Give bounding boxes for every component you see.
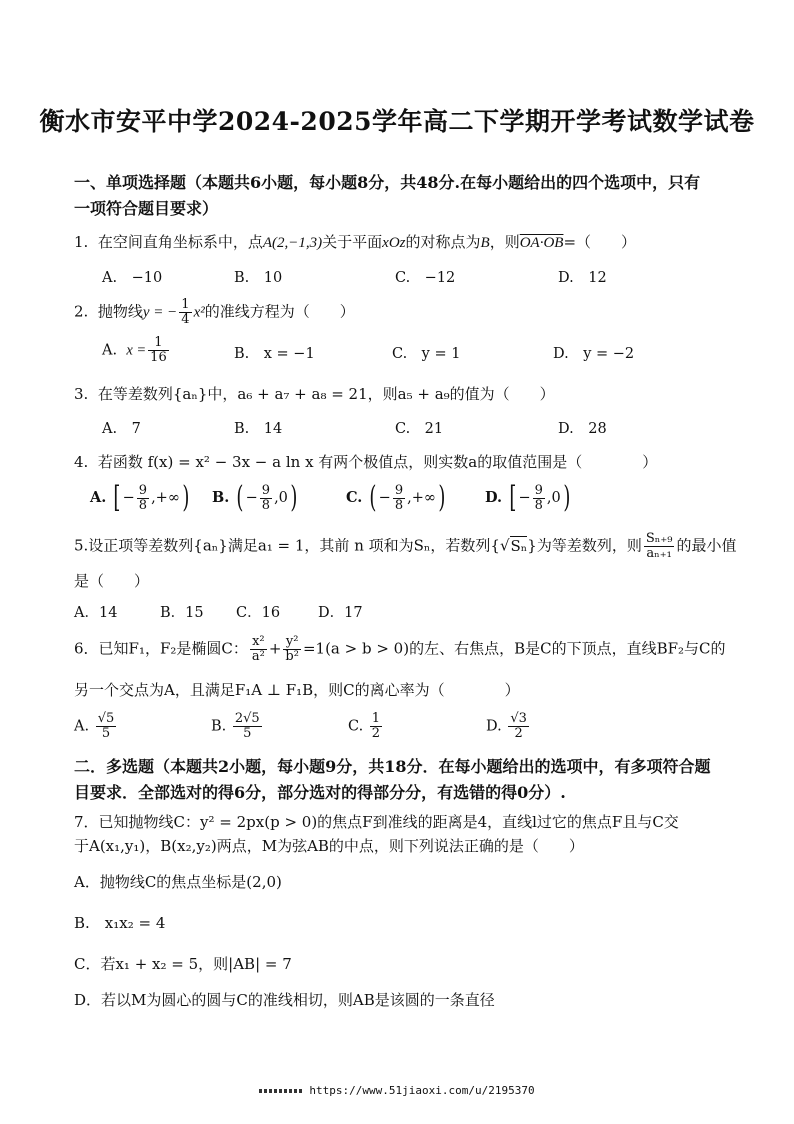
q2-option-b: B. x = −1 bbox=[234, 346, 315, 362]
q6-option-a: A. $\frac{√5}{5}$ bbox=[74, 711, 115, 741]
q3-option-c: C. 21 bbox=[395, 421, 444, 437]
question-6-cont: 另一个交点为A，且满足F₁A ⊥ F₁B，则C的离心率为（ ） bbox=[74, 681, 520, 699]
q1-option-a: A. −10 bbox=[102, 270, 163, 286]
page-title: 衡水市安平中学2024-2025学年高二下学期开学考试数学试卷 bbox=[39, 107, 755, 136]
section1-heading-cont: 一项符合题目要求） bbox=[74, 199, 219, 218]
footer bbox=[0, 1084, 794, 1097]
question-1: 1. 在空间直角坐标系中，点A(2,−1,3)关于平面xOz的对称点为B，则OA·OB=（ ） bbox=[74, 233, 637, 251]
q2-option-d: D. y = −2 bbox=[553, 346, 635, 362]
q7-option-c: C．若x₁ + x₂ = 5，则|AB| = 7 bbox=[74, 955, 292, 973]
section1-heading: 一、单项选择题（本题共6小题，每小题8分，共48分.在每小题给出的四个选项中，只有 bbox=[74, 173, 701, 192]
question-5-cont: 是（ ） bbox=[74, 572, 150, 590]
q7-option-a: A．抛物线C的焦点坐标是(2,0) bbox=[74, 873, 282, 891]
section2-heading: 二．多选题（本题共2小题，每小题9分，共18分．在每小题给出的选项中，有多项符合题 bbox=[74, 757, 711, 776]
question-6: 6．已知F₁，F₂是椭圆C： $\frac{\text{x²}}{\text{a²}}$ + $\frac{\text{y²}}{\text{b²}}$ =1(a > b > 0)的左、右焦点，B是C的下顶点，直线BF₂与C的 bbox=[74, 634, 726, 664]
q5-option-d: D．17 bbox=[318, 605, 363, 621]
q6-option-b: B. $\frac{2√5}{5}$ bbox=[211, 711, 260, 741]
question-4: 4. 若函数 f(x) = x² − 3x − a ln x 有两个极值点，则实数a的取值范围是（ ） bbox=[74, 453, 658, 471]
q3-option-b: B. 14 bbox=[234, 421, 283, 437]
question-7-cont: 于A(x₁,y₁)，B(x₂,y₂)两点，M为弦AB的中点，则下列说法正确的是（ ） bbox=[74, 837, 584, 855]
q2-option-a: A. x = $\frac{1}{16}$ bbox=[102, 335, 167, 365]
q5-option-a: A．14 bbox=[74, 605, 118, 621]
question-2: 2. 抛物线y = − $\frac{1}{4}$ x²的准线方程为（ ） bbox=[74, 297, 355, 327]
q5-option-b: B．15 bbox=[160, 605, 204, 621]
q4-option-c: C. ( − $\frac{9}{8}$ ,+∞) bbox=[346, 480, 446, 515]
question-7: 7．已知抛物线C：y² = 2px(p > 0)的焦点F到准线的距离是4，直线l过它的焦点F且与C交 bbox=[74, 813, 679, 831]
footer-watermark-mark bbox=[259, 1089, 303, 1093]
q6-option-d: D. $\frac{√3}{2}$ bbox=[486, 711, 527, 741]
section2-heading-cont: 目要求．全部选对的得6分，部分选对的得部分分，有选错的得0分）. bbox=[74, 783, 566, 802]
q6-option-c: C. $\frac{1}{2}$ bbox=[348, 711, 381, 741]
footer-link[interactable]: https://www.51jiaoxi.com/u/2195370 bbox=[309, 1084, 535, 1097]
question-3: 3. 在等差数列{aₙ}中，a₆ + a₇ + a₈ = 21，则a₅ + a₉的值为（ ） bbox=[74, 385, 555, 403]
question-5: 5.设正项等差数列{aₙ}满足a₁ = 1，其前 n 项和为Sₙ，若数列{√Sₙ}为等差数列，则 $\frac{\text{Sₙ₊₉}}{\text{aₙ₊₁}}$ 的最小值 bbox=[74, 531, 737, 561]
q5-option-c: C．16 bbox=[236, 605, 281, 621]
q7-option-d: D．若以M为圆心的圆与C的准线相切，则AB是该圆的一条直径 bbox=[74, 991, 495, 1009]
q4-option-d: D. [ − $\frac{9}{8}$ ,0) bbox=[485, 480, 571, 515]
q7-option-b: B. x₁x₂ = 4 bbox=[74, 914, 166, 932]
q1-option-b: B. 10 bbox=[234, 270, 283, 286]
q4-option-b: B. ( − $\frac{9}{8}$ ,0) bbox=[212, 480, 298, 515]
q3-option-a: A. 7 bbox=[102, 421, 141, 437]
q1-option-c: C. −12 bbox=[395, 270, 456, 286]
q2-option-c: C. y = 1 bbox=[392, 346, 461, 362]
q3-option-d: D. 28 bbox=[558, 421, 607, 437]
q1-option-d: D. 12 bbox=[558, 270, 607, 286]
q4-option-a: A. [ − $\frac{9}{8}$ ,+∞) bbox=[90, 480, 190, 515]
